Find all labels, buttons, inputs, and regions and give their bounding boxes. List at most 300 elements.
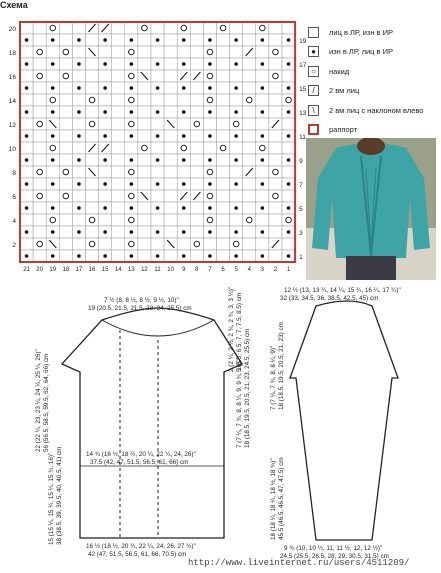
row-label-left: 20 xyxy=(8,26,16,33)
grid-cell xyxy=(59,94,72,106)
grid-cell xyxy=(59,130,72,142)
grid-cell xyxy=(177,118,190,130)
grid-cell xyxy=(217,106,230,118)
purl-dot-symbol xyxy=(77,182,81,186)
grid-cell xyxy=(59,46,72,58)
grid-cell xyxy=(256,46,269,58)
grid-cell xyxy=(138,94,151,106)
sleeve-bottom-in: 9 ¾ (10, 10 ½, 11, 11 ½, 12, 12 ½)" xyxy=(284,545,383,552)
grid-cell xyxy=(33,142,46,154)
grid-cell xyxy=(177,22,190,34)
purl-dot-symbol xyxy=(51,230,55,234)
grid-cell xyxy=(269,250,282,262)
purl-dot-symbol xyxy=(103,86,107,90)
purl-dot-symbol xyxy=(77,158,81,162)
grid-cell xyxy=(46,166,59,178)
grid-cell xyxy=(282,166,295,178)
grid-cell xyxy=(99,190,112,202)
grid-cell xyxy=(138,202,151,214)
sleeve-length-in: 18 (18 ¼, 18 ¼, 18 ½, 18 ¾)" xyxy=(270,458,277,540)
purl-dot-symbol xyxy=(130,86,134,90)
grid-cell xyxy=(282,190,295,202)
purl-dot-symbol xyxy=(103,254,107,258)
grid-cell xyxy=(99,70,112,82)
body-length-cm: 56 (56.5, 58.5, 59.5, 62, 64, 66) cm xyxy=(43,353,50,452)
purl-dot-symbol xyxy=(51,206,55,210)
row-label-left: 12 xyxy=(8,122,16,129)
grid-cell xyxy=(269,46,282,58)
grid-cell xyxy=(177,166,190,178)
grid-cell xyxy=(282,238,295,250)
grid-cell xyxy=(164,178,177,190)
armhole-in: 7 (7 ¼, 7 ¾, 8, 8 ¼, 9, 9 ¾, 10)" xyxy=(236,359,243,448)
grid-cell xyxy=(112,190,125,202)
grid-cell xyxy=(112,94,125,106)
purl-dot-symbol xyxy=(182,254,186,258)
purl-dot-symbol xyxy=(234,110,238,114)
grid-cell xyxy=(99,46,112,58)
grid-cell xyxy=(217,190,230,202)
body-waist-in: 14 ¾ (16 ½, 18 ½, 20 ¼, 22 ¼, 24, 26)" xyxy=(86,451,196,458)
grid-cell xyxy=(230,214,243,226)
row-label-right: 1 xyxy=(299,254,303,261)
purl-dot-symbol xyxy=(261,182,265,186)
purl-dot-symbol xyxy=(156,110,160,114)
purl-dot-symbol xyxy=(130,158,134,162)
purl-dot-symbol xyxy=(287,86,291,90)
grid-cell xyxy=(33,214,46,226)
dot-icon: ● xyxy=(308,46,319,57)
sleeve-length-cm: 45.5 (46.5, 46.5, 47, 47.5) cm xyxy=(278,457,285,540)
grid-cell xyxy=(72,166,85,178)
grid-cell xyxy=(20,46,33,58)
grid-cell xyxy=(190,22,203,34)
grid-cell xyxy=(217,202,230,214)
grid-cell xyxy=(46,142,59,154)
grid-cell xyxy=(243,226,256,238)
col-label: 6 xyxy=(221,267,225,273)
grid-cell xyxy=(230,142,243,154)
grid-cell xyxy=(125,94,138,106)
purl-dot-symbol xyxy=(182,110,186,114)
grid-cell xyxy=(217,118,230,130)
purl-dot-symbol xyxy=(287,38,291,42)
purl-dot-symbol xyxy=(51,254,55,258)
watermark-url: http://www.liveinternet.ru/users/4511209/ xyxy=(188,558,410,568)
purl-dot-symbol xyxy=(287,62,291,66)
grid-cell xyxy=(59,34,72,46)
col-label: 11 xyxy=(154,267,161,273)
grid-cell xyxy=(282,22,295,34)
legend-label: раппорт xyxy=(329,125,358,134)
grid-cell xyxy=(243,154,256,166)
purl-dot-symbol xyxy=(51,38,55,42)
grid-cell xyxy=(164,106,177,118)
grid-cell xyxy=(112,130,125,142)
grid-cell xyxy=(59,226,72,238)
purl-dot-symbol xyxy=(182,38,186,42)
purl-dot-symbol xyxy=(208,230,212,234)
grid-cell xyxy=(112,154,125,166)
grid-cell xyxy=(190,178,203,190)
grid-cell xyxy=(164,202,177,214)
grid-cell xyxy=(20,238,33,250)
grid-cell xyxy=(269,58,282,70)
grid-cell xyxy=(203,94,216,106)
grid-cell xyxy=(217,70,230,82)
grid-cell xyxy=(217,226,230,238)
col-label: 9 xyxy=(182,267,186,273)
row-label-left: 8 xyxy=(12,170,16,177)
grid-cell xyxy=(164,130,177,142)
grid-cell xyxy=(33,106,46,118)
grid-cell xyxy=(269,94,282,106)
grid-cell xyxy=(203,238,216,250)
body-lower-cm: 38 (38.5, 39, 39.5, 40, 40.5, 41) cm xyxy=(56,446,63,545)
row-label-left: 10 xyxy=(8,146,16,153)
grid-cell xyxy=(164,142,177,154)
grid-cell xyxy=(125,190,138,202)
grid-cell xyxy=(125,70,138,82)
purl-dot-symbol xyxy=(130,110,134,114)
grid-cell xyxy=(203,22,216,34)
grid-cell xyxy=(33,250,46,262)
purl-dot-symbol xyxy=(103,38,107,42)
purl-dot-symbol xyxy=(156,158,160,162)
purl-dot-symbol xyxy=(208,182,212,186)
purl-dot-symbol xyxy=(234,158,238,162)
backslash-icon: \ xyxy=(308,105,319,116)
grid-cell xyxy=(217,34,230,46)
purl-dot-symbol xyxy=(77,62,81,66)
grid-cell xyxy=(243,238,256,250)
legend-label: накид xyxy=(329,66,350,76)
grid-cell xyxy=(112,34,125,46)
grid-cell xyxy=(269,226,282,238)
grid-cell xyxy=(269,142,282,154)
grid-cell xyxy=(269,190,282,202)
grid-cell xyxy=(86,130,99,142)
grid-cell xyxy=(72,22,85,34)
grid-cell xyxy=(230,166,243,178)
grid-cell xyxy=(112,166,125,178)
col-label: 2 xyxy=(273,267,278,273)
grid-cell xyxy=(33,94,46,106)
col-label: 5 xyxy=(234,267,238,273)
legend-item xyxy=(308,102,423,118)
grid-cell xyxy=(230,118,243,130)
grid-cell xyxy=(86,226,99,238)
grid-cell xyxy=(269,82,282,94)
grid-cell xyxy=(256,70,269,82)
row-label-right: 11 xyxy=(299,134,306,141)
grid-cell xyxy=(20,70,33,82)
grid-cell xyxy=(86,58,99,70)
grid-cell xyxy=(190,130,203,142)
row-label-right: 3 xyxy=(299,230,303,237)
grid-cell xyxy=(138,250,151,262)
purl-dot-symbol xyxy=(182,62,186,66)
purl-dot-symbol xyxy=(234,134,238,138)
grid-cell xyxy=(282,142,295,154)
grid-cell xyxy=(112,214,125,226)
purl-dot-symbol xyxy=(234,206,238,210)
col-label: 7 xyxy=(208,267,212,273)
purl-dot-symbol xyxy=(51,62,55,66)
grid-cell xyxy=(46,94,59,106)
grid-cell xyxy=(33,22,46,34)
grid-cell xyxy=(217,58,230,70)
purl-dot-symbol xyxy=(261,230,265,234)
purl-dot-symbol xyxy=(103,110,107,114)
grid-cell xyxy=(46,22,59,34)
grid-cell xyxy=(112,250,125,262)
grid-cell xyxy=(256,142,269,154)
col-label: 8 xyxy=(195,267,199,273)
grid-cell xyxy=(112,46,125,58)
grid-cell xyxy=(46,70,59,82)
grid-cell xyxy=(177,238,190,250)
grid-cell xyxy=(190,118,203,130)
legend-item xyxy=(308,44,393,60)
grid-cell xyxy=(256,166,269,178)
grid-cell xyxy=(243,22,256,34)
purl-dot-symbol xyxy=(130,134,134,138)
grid-cell xyxy=(217,130,230,142)
grid-cell xyxy=(151,190,164,202)
grid-cell xyxy=(138,226,151,238)
grid-cell xyxy=(217,154,230,166)
sleeve-top-cm: 32 (33, 34.5, 36, 38.5, 42.5, 45) cm xyxy=(280,295,379,302)
grid-cell xyxy=(203,142,216,154)
grid-cell xyxy=(33,58,46,70)
grid-cell xyxy=(282,46,295,58)
purl-dot-symbol xyxy=(156,182,160,186)
grid-cell xyxy=(151,22,164,34)
purl-dot-symbol xyxy=(234,182,238,186)
purl-dot-symbol xyxy=(130,206,134,210)
grid-cell xyxy=(203,118,216,130)
grid-cell xyxy=(190,106,203,118)
purl-dot-symbol xyxy=(208,62,212,66)
grid-cell xyxy=(138,118,151,130)
grid-cell xyxy=(72,46,85,58)
grid-cell xyxy=(46,46,59,58)
sleeve-outline xyxy=(290,301,398,540)
grid-cell xyxy=(164,226,177,238)
legend-item xyxy=(308,122,357,138)
grid-cell xyxy=(33,166,46,178)
grid-cell xyxy=(138,238,151,250)
purl-dot-symbol xyxy=(287,254,291,258)
row-label-left: 6 xyxy=(12,194,16,201)
grid-cell xyxy=(190,34,203,46)
purl-dot-symbol xyxy=(25,230,29,234)
row-label-left: 4 xyxy=(12,218,16,225)
grid-cell xyxy=(86,190,99,202)
purl-dot-symbol xyxy=(234,254,238,258)
row-label-left: 16 xyxy=(8,74,16,81)
grid-cell xyxy=(269,106,282,118)
grid-cell xyxy=(112,226,125,238)
grid-cell xyxy=(217,238,230,250)
col-label: 10 xyxy=(167,267,174,273)
grid-cell xyxy=(190,46,203,58)
grid-cell xyxy=(203,46,216,58)
purl-dot-symbol xyxy=(130,230,134,234)
grid-cell xyxy=(86,238,99,250)
grid-cell xyxy=(72,238,85,250)
grid-cell xyxy=(164,46,177,58)
grid-cell xyxy=(59,142,72,154)
grid-cell xyxy=(203,70,216,82)
purl-dot-symbol xyxy=(51,134,55,138)
grid-cell xyxy=(164,58,177,70)
col-label: 15 xyxy=(101,267,109,273)
grid-cell xyxy=(230,70,243,82)
grid-cell xyxy=(190,214,203,226)
purl-dot-symbol xyxy=(261,254,265,258)
grid-cell xyxy=(99,94,112,106)
grid-cell xyxy=(217,22,230,34)
grid-cell xyxy=(164,22,177,34)
purl-dot-symbol xyxy=(25,134,29,138)
purl-dot-symbol xyxy=(25,254,29,258)
col-label: 21 xyxy=(23,267,30,273)
col-label: 4 xyxy=(247,267,251,273)
purl-dot-symbol xyxy=(261,86,265,90)
shoulder-in: 2 (2 ¼, 2 ½, 2 ¾, 2 ¾, 3, 3 ¼)" xyxy=(228,286,235,372)
grid-cell xyxy=(243,214,256,226)
col-label: 12 xyxy=(141,267,148,273)
purl-dot-symbol xyxy=(156,206,160,210)
grid-cell xyxy=(59,238,72,250)
grid-cell xyxy=(20,214,33,226)
grid-cell xyxy=(217,250,230,262)
grid-cell xyxy=(190,202,203,214)
purl-dot-symbol xyxy=(77,134,81,138)
grid-cell xyxy=(125,142,138,154)
purl-dot-symbol xyxy=(156,230,160,234)
grid-cell xyxy=(33,82,46,94)
col-label: 3 xyxy=(260,267,265,273)
purl-dot-symbol xyxy=(208,110,212,114)
purl-dot-symbol xyxy=(25,62,29,66)
purl-dot-symbol xyxy=(130,182,134,186)
grid-cell xyxy=(33,46,46,58)
grid-cell xyxy=(256,214,269,226)
grid-cell xyxy=(203,214,216,226)
grid-cell xyxy=(86,118,99,130)
grid-cell xyxy=(86,154,99,166)
grid-cell xyxy=(230,238,243,250)
purl-dot-symbol xyxy=(77,110,81,114)
row-label-right: 19 xyxy=(299,38,307,45)
grid-cell xyxy=(243,118,256,130)
grid-cell xyxy=(125,22,138,34)
grid-cell xyxy=(243,202,256,214)
grid-cell xyxy=(20,118,33,130)
grid-cell xyxy=(282,118,295,130)
grid-cell xyxy=(190,226,203,238)
purl-dot-symbol xyxy=(182,182,186,186)
grid-cell xyxy=(164,166,177,178)
grid-cell xyxy=(72,118,85,130)
col-label: 20 xyxy=(36,267,43,273)
legend-item xyxy=(308,63,349,79)
grid-cell xyxy=(269,202,282,214)
grid-cell xyxy=(269,70,282,82)
grid-cell xyxy=(138,154,151,166)
grid-cell xyxy=(282,70,295,82)
purl-dot-symbol xyxy=(208,38,212,42)
grid-cell xyxy=(256,22,269,34)
grid-cell xyxy=(190,166,203,178)
purl-dot-symbol xyxy=(234,230,238,234)
grid-cell xyxy=(269,34,282,46)
col-label: 1 xyxy=(286,267,291,273)
purl-dot-symbol xyxy=(287,110,291,114)
circle-icon: ○ xyxy=(308,66,319,77)
grid-cell xyxy=(112,22,125,34)
grid-cell xyxy=(217,166,230,178)
grid-cell xyxy=(269,178,282,190)
grid-cell xyxy=(177,46,190,58)
grid-cell xyxy=(151,142,164,154)
purl-dot-symbol xyxy=(208,206,212,210)
purl-dot-symbol xyxy=(182,86,186,90)
col-label: 19 xyxy=(49,267,57,273)
grid-cell xyxy=(256,94,269,106)
grid-cell xyxy=(164,34,177,46)
grid-cell xyxy=(72,214,85,226)
col-label: 16 xyxy=(88,267,96,273)
grid-cell xyxy=(86,202,99,214)
grid-cell xyxy=(33,70,46,82)
grid-cell xyxy=(112,106,125,118)
purl-dot-symbol xyxy=(156,62,160,66)
grid-cell xyxy=(177,94,190,106)
purl-dot-symbol xyxy=(208,86,212,90)
grid-cell xyxy=(33,226,46,238)
grid-cell xyxy=(256,118,269,130)
grid-cell xyxy=(269,214,282,226)
body-waist-cm: 37.5 (42, 47, 51.5, 56.5, 61, 66) cm xyxy=(90,459,189,466)
grid-cell xyxy=(86,94,99,106)
grid-cell xyxy=(59,22,72,34)
legend-label: 2 вм лиц xyxy=(329,86,360,95)
grid-cell xyxy=(20,22,33,34)
grid-cell xyxy=(138,22,151,34)
grid-cell xyxy=(33,154,46,166)
grid-cell xyxy=(138,82,151,94)
grid-cell xyxy=(86,70,99,82)
grid-cell xyxy=(217,46,230,58)
grid-cell xyxy=(230,190,243,202)
grid-cell xyxy=(46,190,59,202)
grid-cell xyxy=(151,70,164,82)
grid-cell xyxy=(86,82,99,94)
grid-cell xyxy=(86,178,99,190)
grid-cell xyxy=(151,46,164,58)
empty-icon xyxy=(308,27,319,38)
grid-cell xyxy=(217,178,230,190)
row-label-right: 15 xyxy=(299,86,307,93)
grid-cell xyxy=(164,94,177,106)
purl-dot-symbol xyxy=(25,206,29,210)
grid-cell xyxy=(269,166,282,178)
grid-cell xyxy=(112,82,125,94)
